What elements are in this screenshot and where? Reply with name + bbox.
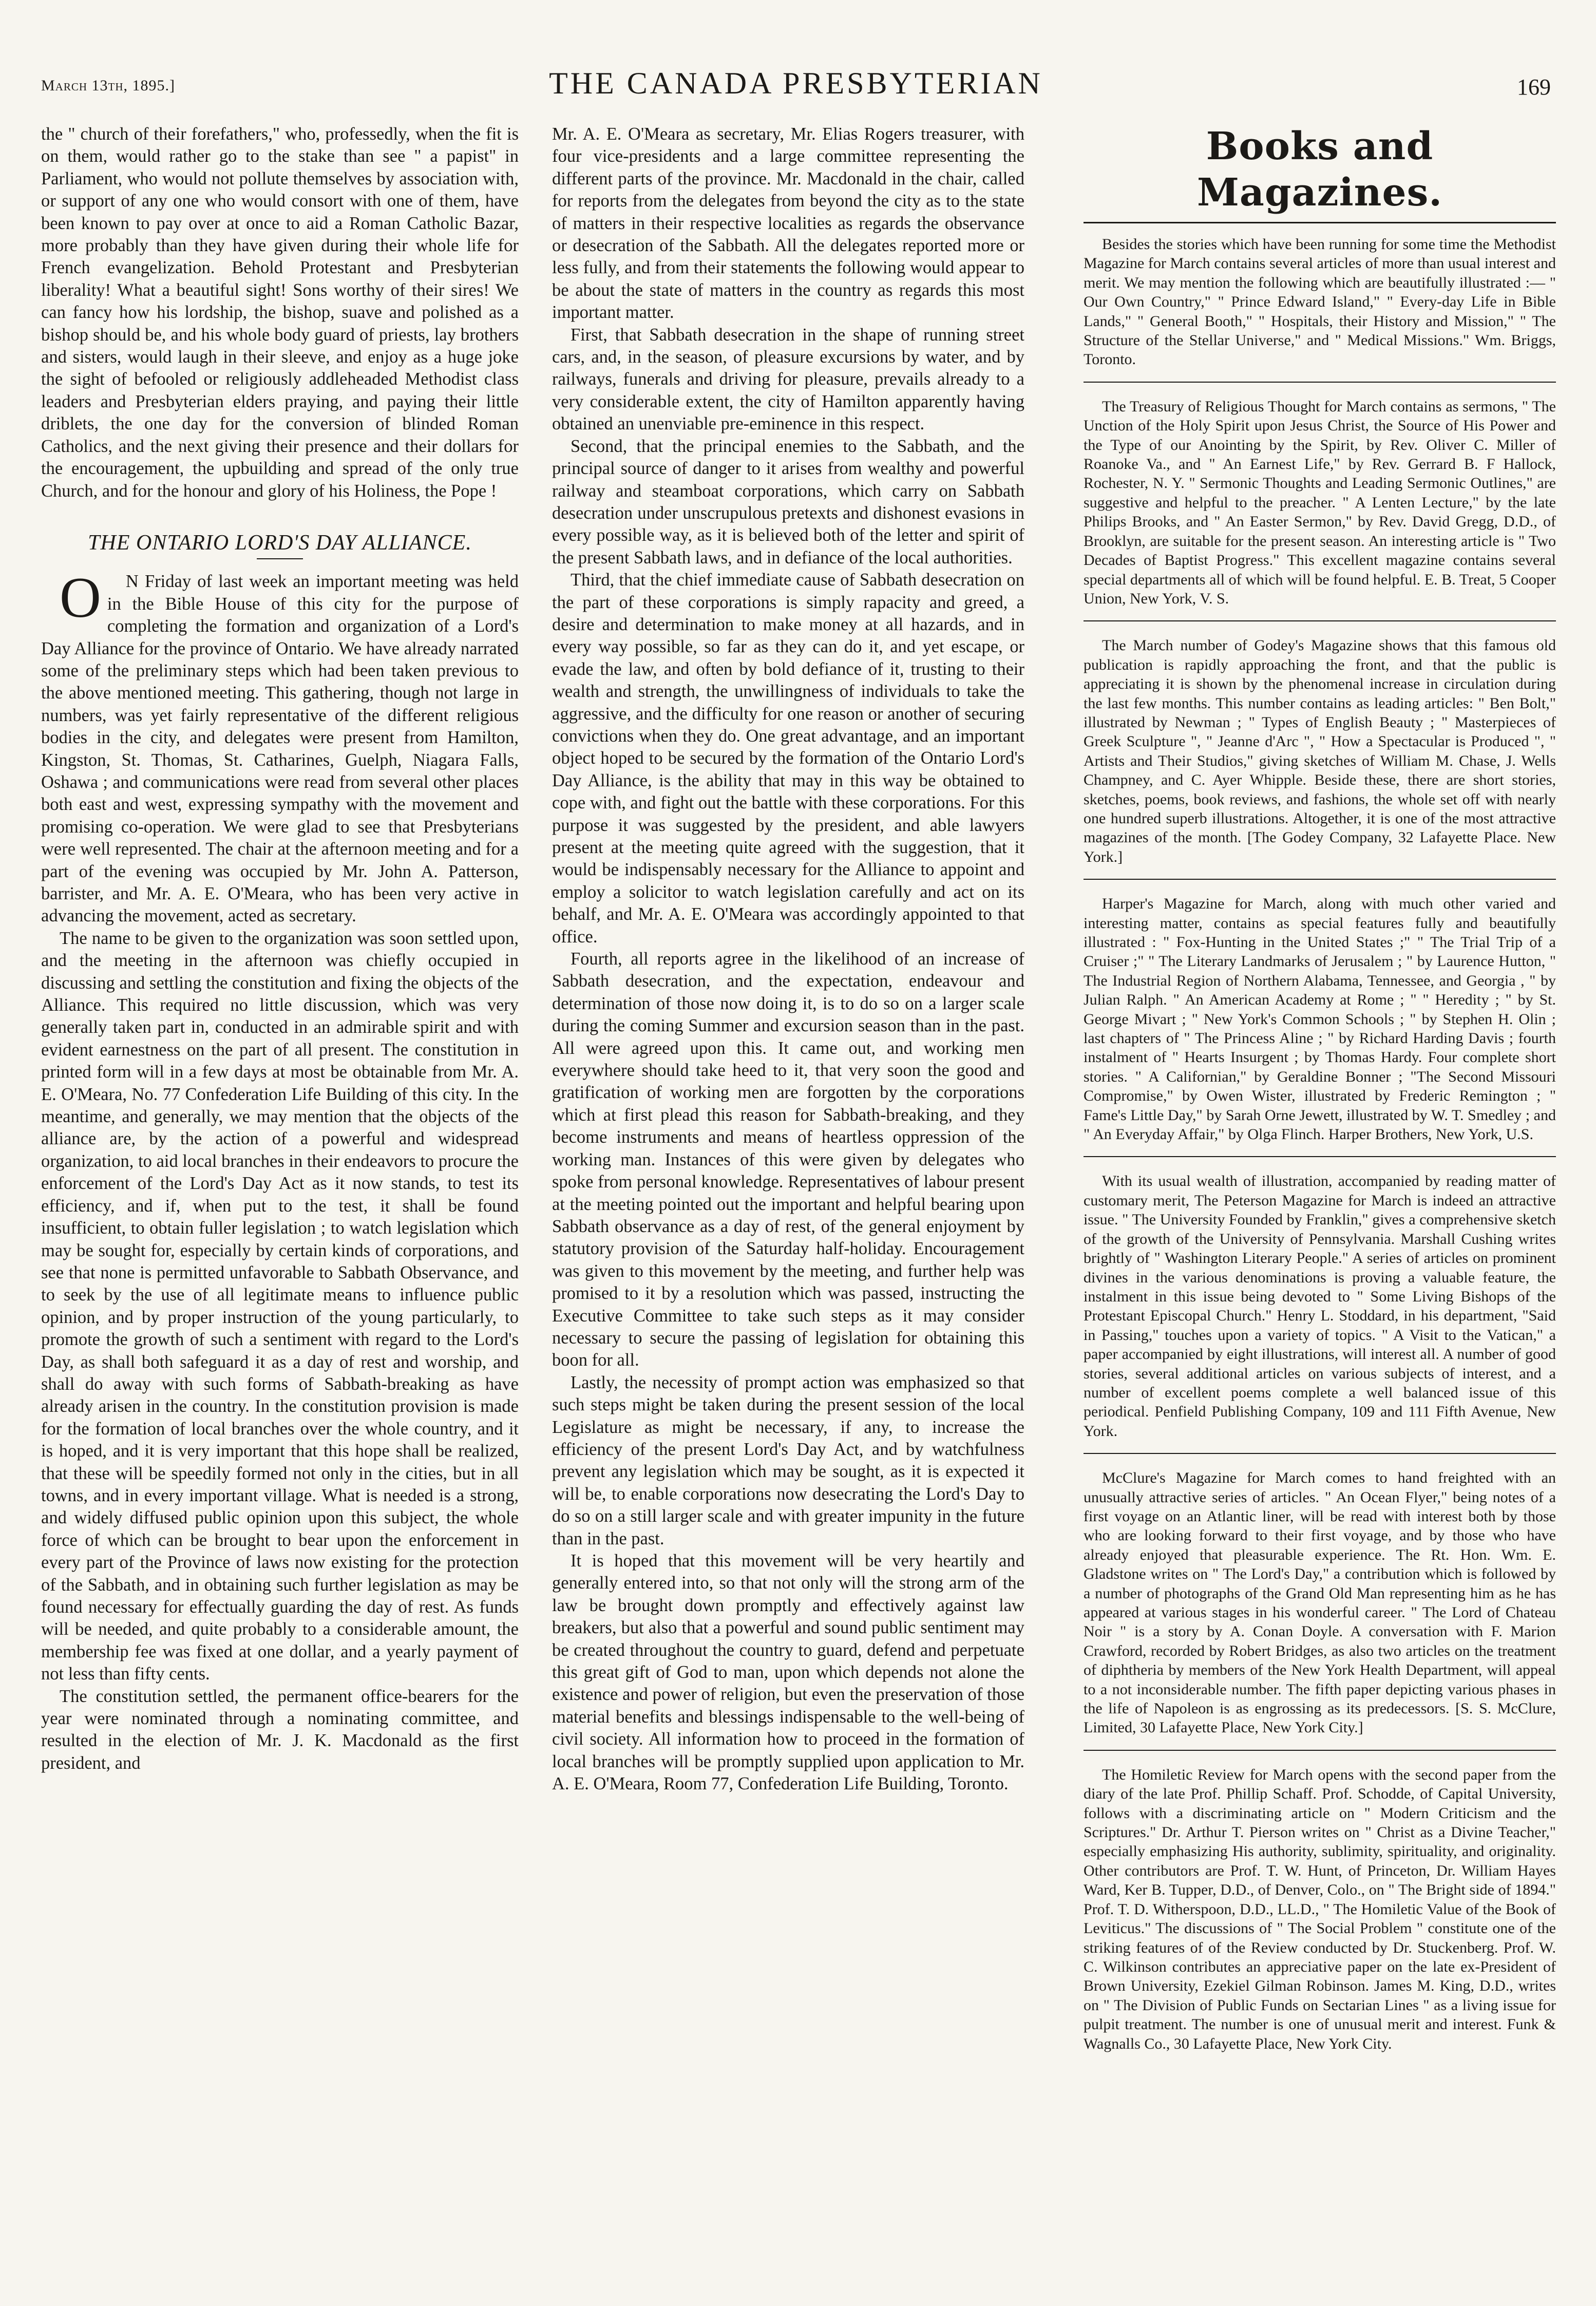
article-continuation: the " church of their forefathers," who, professedly, when the fit is on them, would rather go to the stake than see " a papist" in Parliament, who would not pollute themselves by association with, or support of any one who would consort with one of them, have been known to pay over at once to aid a Roman Catholic Bazar, more probably than they have given during their whole life for French evangelization. Behold Protestant and Presbyterian liberality! What a beautiful sight! Sons worthy of their sires! We can fancy how his lordship, the bishop, suave and polished as a bishop should be, and his whole body guard of priests, lay brothers and sisters, would laugh in their sleeve, and enjoy as a huge joke the sight of befooled or religiously addleheaded Methodist class leaders and Presbyterian elders praying, and paying their little driblets, the one day for the conversion of blinded Roman Catholics, and the next giving their presence and their dollars for the encouragement, the upbuilding and spread of the only true Church, and for the honour and glory of his Holiness, the Pope !	[41, 124, 519, 501]
review-divider	[1084, 620, 1556, 621]
magazine-review: Besides the stories which have been running for some time the Methodist Magazine for March contains several articles of more than usual interest and merit. We may mention the following which are beautifully illustrated :— " Our Own Country," " Prince Edward Island," " Every-day Life in Bible Lands," " General Booth," " Hospitals, their History and Mission," " The Structure of the Stellar Universe," and " Medical Missions." Wm. Briggs, Toronto.	[1084, 236, 1556, 368]
column-middle	[552, 123, 1024, 2280]
article-first-paragraph	[41, 566, 519, 928]
review-divider	[1084, 382, 1556, 383]
section-heading-books-magazines: Books and Magazines.	[1197, 124, 1442, 215]
article-paragraph: Lastly, the necessity of prompt action was emphasized so that such steps might be taken during the present session of the local Legislature as might be necessary, if any, to increase the efficiency of the present Lord's Day Act, and by watchfulness prevent any legislation which may be sought, as it is expected it will be, to enable corporations now desecrating the Lord's Day to do so on a still larger scale and with greater impunity in the future than in the past.	[552, 1372, 1024, 1548]
article-paragraph: Mr. A. E. O'Meara as secretary, Mr. Elias Rogers treasurer, with four vice-presidents and a large committee representing the different parts of the province. Mr. Macdonald in the chair, called for reports from the delegates from beyond the city as to the state of matters in their respective localities as regards the observance or desecration of the Sabbath. All the delegates reported more or less fully, and from their statements the following would appear to be about the state of matters in the country as regards this most important matter.	[552, 124, 1024, 323]
article-paragraph: Third, that the chief immediate cause of Sabbath desecration on the part of these corporations is simply rapacity and greed, a desire and determination to make money at all hazards, and in every way possible, so far as they can do it, and yet escape, or evade the law, and often by bold defiance of it, trusting to their wealth and strength, the unwillingness of individuals to take the aggressive, and the difficulty for one reason or another of securing convictions when they do. One great advantage, and an important object hoped to be secured by the formation of the Ontario Lord's Day Alliance, is the ability that may in this way be obtained to cope with, and fight out the battle with these corporations. For this purpose it was suggested by the president, and able lawyers present at the meeting quite agreed with the suggestion, that it would be indispensably necessary for the Alliance to appoint and employ a solicitor to watch legislation carefully and act on its behalf, and Mr. A. E. O'Meara was accordingly appointed to that office.	[552, 570, 1024, 947]
page-header	[41, 62, 1551, 113]
magazine-review: McClure's Magazine for March comes to hand freighted with an unusually attractive series of articles. " An Ocean Flyer," being notes of a first voyage on an Atlantic liner, will be read with interest both by those who are looking forward to their first voyage, and by those who have already enjoyed that pleasurable experience. The Rt. Hon. Wm. E. Gladstone writes on " The Lord's Day," a contribution which is followed by a number of photographs of the Grand Old Man representing him as he has appeared at various stages in his wonderful career. " The Lord of Chateau Noir " is a story by A. Conan Doyle. A conversation with F. Marion Crawford, recorded by Robert Bridges, as also two articles on the treatment of diphtheria by members of the New York Health Department, will appeal to a not inconsiderable number. The fifth paper depicting various phases in the life of Napoleon is as engrossing as its predecessors. [S. S. McClure, Limited, 30 Lafayette Place, New York City.]	[1084, 1469, 1556, 1736]
newspaper-title: THE CANADA PRESBYTERIAN	[549, 66, 1043, 100]
column-right	[1084, 123, 1556, 2280]
issue-date: March 13th, 1895.]	[41, 77, 176, 94]
article-paragraph: The name to be given to the organization was soon settled upon, and the meeting in the afternoon was chiefly occupied in discussing and settling the constitution and fixing the objects of the Alliance. This required no little discussion, which was very generally taken part in, conducted in an admirable spirit and with evident earnestness on the part of all present. The constitution in printed form will in a few days at most be obtainable from Mr. A. E. O'Meara, No. 77 Confederation Life Building of this city. In the meantime, and generally, we may mention that the objects of the alliance are, by the action of a powerful and widespread organization, to aid local branches in their endeavors to procure the enforcement of the Lord's Day Act as it now stands, to test its efficiency, and if, when put to the test, it shall be found insufficient, to obtain fuller legislation ; to watch legislation which may be sought for, especially by certain kinds of corporations, and see that none is permitted unfavorable to Sabbath Observance, and to seek by the use of all legitimate means to influence public opinion, and by proper instruction of the young particularly, to promote the growth of such a sentiment with regard to the Lord's Day, as shall both safeguard it as a day of rest and worship, and shall do away with such forms of Sabbath-breaking as have already arisen in the country. In the constitution provision is made for the formation of local branches over the whole country, and it is hoped, and it is very important that this hope shall be realized, that these will be speedily formed not only in the cities, but in all towns, and in every important village. What is needed is a strong, and widely diffused public opinion upon this subject, the whole force of which can be brought to bear upon the enforcement in every part of the Province of laws now existing for the protection of the Sabbath, and in obtaining such further legislation as may be found necessary for effectually guarding the day of rest. As funds will be needed, and quite probably to a considerable amount, the membership fee was fixed at one dollar, and a yearly payment of not less than fifty cents.	[41, 928, 519, 1684]
magazine-review: The Treasury of Religious Thought for March contains as sermons, " The Unction of the Holy Spirit upon Jesus Christ, the Source of His Power and the Type of our Anointing by the Spirit, by Rev. Oliver C. Miller of Roanoke Va., and " An Earnest Life," by Rev. Gerrard B. F Hallock, Rochester, N. Y. " Sermonic Thoughts and Leading Sermonic Outlines," are suggestive and helpful to the preacher. " A Lenten Lecture," by the late Philips Brooks, and " An Easter Sermon," by Rev. David Gregg, D.D., of Brooklyn, are suitable for the present season. An interesting article is " Two Decades of Baptist Progress." This excellent magazine contains several special departments all of which will be found helpful. E. B. Treat, 5 Cooper Union, New York, V. S.	[1084, 398, 1556, 607]
review-divider	[1084, 1750, 1556, 1751]
first-paragraph-text: N Friday of last week an important meeting was held in the Bible House of this city for the purpose of completing the formation and organization of a Lord's Day Alliance for the province of Ontario. We have already narrated some of the preliminary steps which had been taken previous to the above mentioned meeting. This gathering, though not large in numbers, was yet fairly representative of the different religious bodies in the city, and delegates were present from Hamilton, Kingston, St. Thomas, St. Catharines, Guelph, Niagara Falls, Oshawa ; and communications were read from several other places both east and west, expressing sympathy with the movement and promising co-operation. We were glad to see that Presbyterians were well represented. The chair at the afternoon meeting and for a part of the evening was occupied by Mr. John A. Patterson, barrister, and Mr. A. E. O'Meara, who has been very active in advancing the movement, acted as secretary.	[41, 572, 519, 926]
article-paragraph: Fourth, all reports agree in the likelihood of an increase of Sabbath desecration, and the expectation, endeavour and determination of those now doing it, is to do so on a larger scale during the coming Summer and excursion season than in the past. All were agreed upon this. It came out, and working men everywhere should take heed to it, that very soon the good and gratification of working men are forgotten by the corporations which at first plead this reason for Sabbath-breaking, and they become instruments and means of heartless oppression of the working man. Instances of this were given by delegates who spoke from personal knowledge. Representatives of labour present at the meeting pointed out the important and helpful bearing upon Sabbath observance as a day of rest, of the general enjoyment by statutory provision of the Saturday half-holiday. Encouragement was given to this movement by the meeting, and further help was promised to it by a resolution which was passed, instructing the Executive Committee to take such steps as it may consider necessary to secure the passing of legislation for obtaining this boon for all.	[552, 949, 1024, 1370]
review-divider	[1084, 1453, 1556, 1454]
heading-rule	[1084, 222, 1556, 223]
section-heading: THE ONTARIO LORD'S DAY ALLIANCE.	[88, 531, 472, 555]
article-paragraph: Second, that the principal enemies to the Sabbath, and the principal source of danger to it arises from wealthy and powerful railway and steamboat corporations, which carry on Sabbath desecration under unscrupulous pretexts and dishonest evasions in every possible way, as it is believed both of the letter and spirit of the present Sabbath laws, and in defiance of the local authorities.	[552, 436, 1024, 568]
magazine-review: With its usual wealth of illustration, accompanied by reading matter of customary merit, The Peterson Magazine for March is indeed an attractive issue. " The University Founded by Franklin," gives a comprehensive sketch of the growth of the University of Pennsylvania. Marshall Cushing writes brightly of " Washington Literary People." A series of articles on prominent divines in the various denominations is proving a valuable feature, the instalment in this issue being devoted to " Some Living Bishops of the Protestant Episcopal Church." Henry L. Stoddard, in his department, "Said in Passing," touches upon a variety of topics. " A Visit to the Vatican," a paper accompanied by eight illustrations, will interest all. A number of good stories, several additional articles on various subjects of interest, and a number of excellent poems complete a well balanced issue of this periodical. Penfield Publishing Company, 109 and 111 Fifth Avenue, New York.	[1084, 1173, 1556, 1440]
page-number: 169	[1517, 74, 1551, 100]
magazine-review: The March number of Godey's Magazine shows that this famous old publication is rapidly approaching the front, and that the public is appreciating it is shown by the phenomenal increase in circulation during the last few months. This number contains as leading articles: " Ben Bolt," illustrated by Newman ; " Types of English Beauty ; " Masterpieces of Greek Sculpture ", " Jeanne d'Arc ", " How a Spectacular is Produced ", " Artists and Their Studios," giving sketches of William M. Chase, J. Wells Champney, and C. Ayer Whipple. Beside these, there are short stories, sketches, poems, book reviews, and fashions, the whole set off with nearly one hundred superb illustrations. Altogether, it is one of the most attractive magazines of the month. [The Godey Company, 32 Lafayette Place. New York.]	[1084, 637, 1556, 865]
column-left	[41, 123, 519, 2280]
magazine-review: Harper's Magazine for March, along with much other varied and interesting matter, contains as special features fully and beautifully illustrated : " Fox-Hunting in the United States ;" " The Trial Trip of a Cruiser ;" " The Literary Landmarks of Jerusalem ; " by Laurence Hutton, " The Industrial Region of Northern Alabama, Tennessee, and Georgia , " by Julian Ralph. " An American Academy at Rome ; " " Heredity ; " by St. George Mivart ; " New York's Common Schools ; " by Stephen H. Olin ; last chapters of " The Princess Aline ; " by Richard Harding Davis ; fourth instalment of " Hearts Insurgent ; by Thomas Hardy. Four complete short stories. " A Californian," by Geraldine Bonner ; "The Second Missouri Compromise," by Owen Wister, illustrated by Frederic Remington ; " Fame's Little Day," by Sarah Orne Jewett, illustrated by W. T. Smedley ; and " An Everyday Affair," by Olga Flinch. Harper Brothers, New York, U.S.	[1084, 895, 1556, 1143]
drop-cap: O	[60, 566, 101, 630]
article-paragraph: The constitution settled, the permanent office-bearers for the year were nominated through a nominating committee, and resulted in the election of Mr. J. K. Macdonald as the first president, and	[41, 1686, 519, 1773]
magazine-review: The Homiletic Review for March opens with the second paper from the diary of the late Prof. Phillip Schaff. Prof. Schodde, of Capital University, follows with a discriminating article on " Modern Criticism and the Scriptures." Dr. Arthur T. Pierson writes on " Christ as a Divine Teacher," especially emphasizing His authority, sublimity, spirituality, and originality. Other contributors are Prof. T. W. Hunt, of Princeton, Dr. William Hayes Ward, Ker B. Tupper, D.D., of Denver, Colo., on " The Bright side of 1894." Prof. T. D. Witherspoon, D.D., LL.D., " The Homiletic Value of the Book of Leviticus." The discussions of " The Social Problem " constitute one of the striking features of of the Review conducted by Dr. Stuckenberg. Prof. W. C. Wilkinson contributes an appreciative paper on the late ex-President of Brown University, Ezekiel Gilman Robinson. James M. King, D.D., writes on " The Division of Public Funds on Sectarian Lines " as a living issue for pulpit treatment. The number is one of unusual merit and interest. Funk & Wagnalls Co., 30 Lafayette Place, New York City.	[1084, 1766, 1556, 2052]
article-paragraph: It is hoped that this movement will be very heartily and generally entered into, so that not only will the strong arm of the law be brought down promptly and effectively against law breakers, but also that a powerful and sound public sentiment may be created throughout the country to guard, defend and perpetuate this great gift of God to man, upon which depends not alone the existence and power of religion, but even the preservation of those material benefits and blessings indispensable to the well-being of civil society. All information how to proceed in the formation of local branches will be promptly supplied upon application to Mr. A. E. O'Meara, Room 77, Confederation Life Building, Toronto.	[552, 1551, 1024, 1794]
article-paragraph: First, that Sabbath desecration in the shape of running street cars, and, in the season, of pleasure excursions by water, and by railways, funerals and driving for pleasure, prevails already to a very considerable extent, the city of Hamilton apparently having obtained an unenviable pre-eminence in this respect.	[552, 325, 1024, 434]
review-divider	[1084, 1156, 1556, 1157]
review-divider	[1084, 879, 1556, 880]
heading-rule	[257, 558, 303, 559]
